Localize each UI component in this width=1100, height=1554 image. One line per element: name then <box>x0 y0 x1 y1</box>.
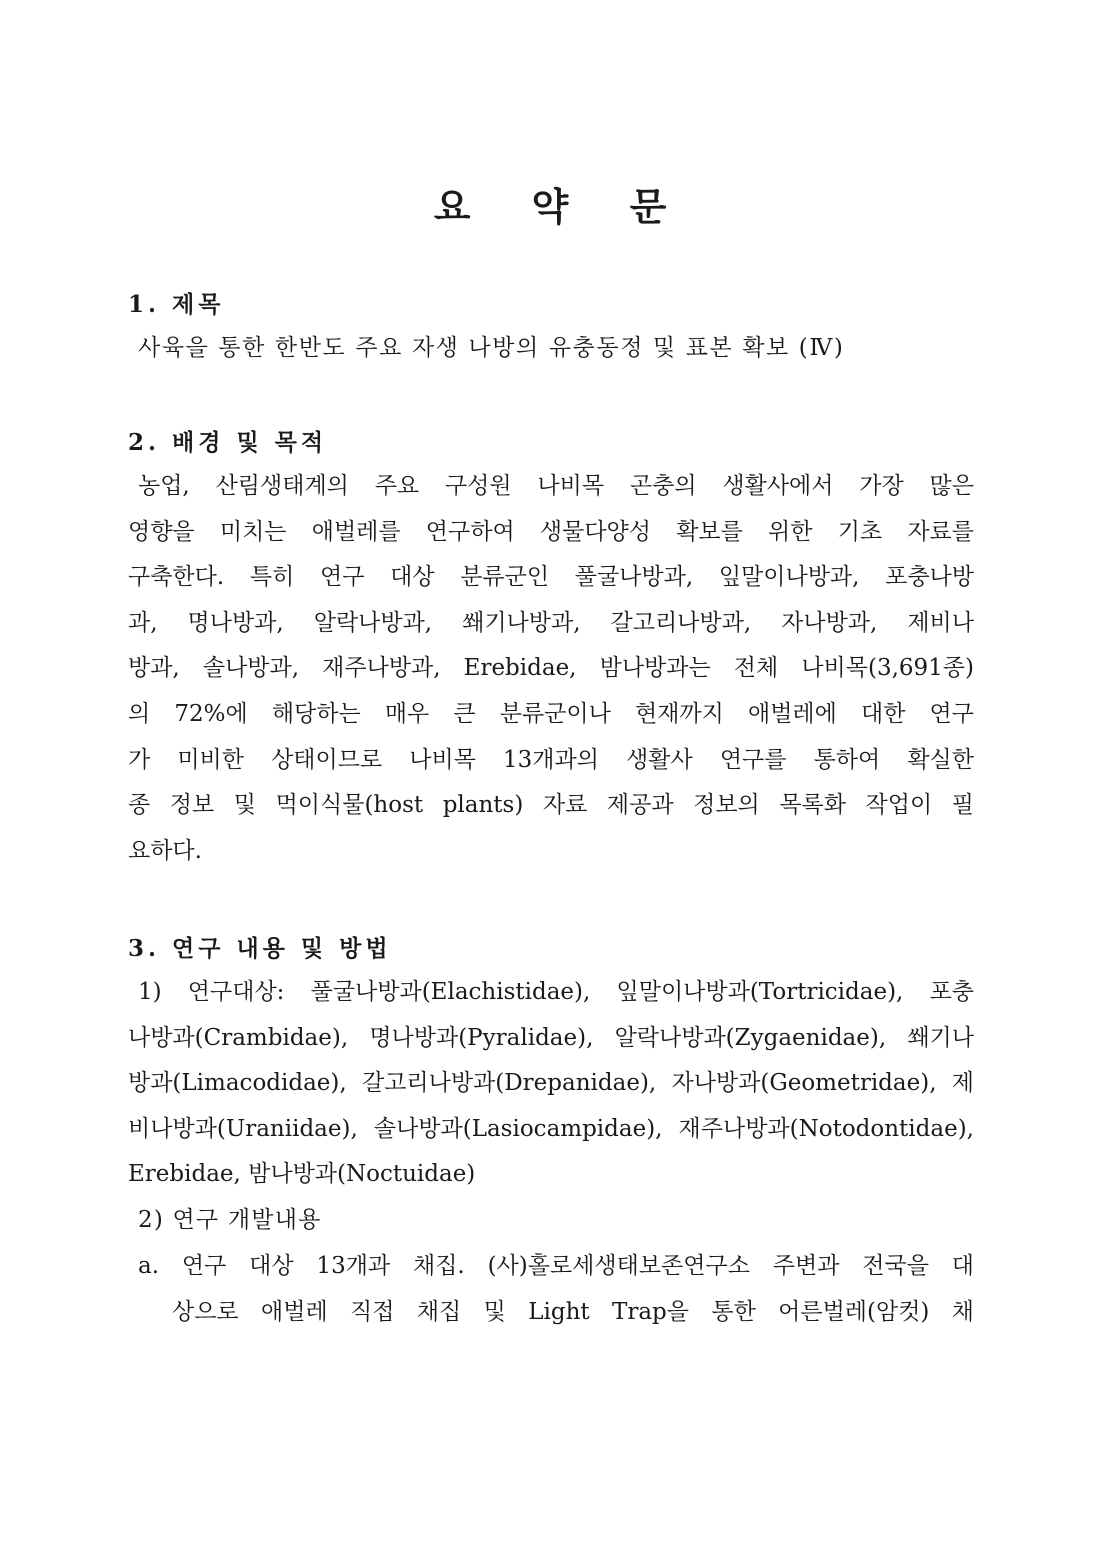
paragraph-line: 비나방과(Uraniidae), 솔나방과(Lasiocampidae), 재주나방과(Notodontidae), <box>128 1115 974 1142</box>
paragraph-line: 영향을 미치는 애벌레를 연구하여 생물다양성 확보를 위한 기초 자료를 <box>128 518 974 545</box>
paragraph-line: 나방과(Crambidae), 명나방과(Pyralidae), 알락나방과(Zygaenidae), 쐐기나 <box>128 1024 974 1051</box>
section-methods-item-a-cont <box>172 1290 974 1336</box>
paragraph-line: 종 정보 및 먹이식물(host plants) 자료 제공과 정보의 목록화 작업이 필 <box>128 792 974 819</box>
paragraph-line: 상으로 애벌레 직접 채집 및 Light Trap을 통한 어른벌레(암컷) 채 <box>172 1299 974 1325</box>
paragraph-line: 방과, 솔나방과, 재주나방과, Erebidae, 밤나방과는 전체 나비목(3,691종) <box>128 655 974 682</box>
section-background-body <box>128 464 974 874</box>
paragraph-line: a. 연구 대상 13개과 채집. (사)홀로세생태보존연구소 주변과 전국을 대 <box>138 1253 974 1279</box>
paragraph-line: 1) 연구대상: 풀굴나방과(Elachistidae), 잎말이나방과(Tortricidae), 포충 <box>138 979 974 1005</box>
paragraph-line: 요하다. <box>128 837 202 864</box>
section-title-body <box>128 326 984 372</box>
section-heading-title: 1. 제목 <box>128 291 225 318</box>
paragraph-line: 구축한다. 특히 연구 대상 분류군인 풀굴나방과, 잎말이나방과, 포충나방 <box>128 564 974 591</box>
paragraph-line: 가 미비한 상태이므로 나비목 13개과의 생활사 연구를 통하여 확실한 <box>128 746 974 773</box>
section-methods-item-a <box>138 1244 974 1290</box>
document-title: 요 약 문 <box>433 184 691 229</box>
paragraph-line: 과, 명나방과, 알락나방과, 쐐기나방과, 갈고리나방과, 자나방과, 제비나 <box>128 609 974 636</box>
paragraph-line: Erebidae, 밤나방과(Noctuidae) <box>128 1161 476 1188</box>
paragraph-line: 사육을 통한 한반도 주요 자생 나방의 유충동정 및 표본 확보 (Ⅳ) <box>138 335 845 361</box>
paragraph-line: 농업, 산림생태계의 주요 구성원 나비목 곤충의 생활사에서 가장 많은 <box>138 473 974 499</box>
section-heading-background: 2. 배경 및 목적 <box>128 429 328 456</box>
section-heading-methods: 3. 연구 내용 및 방법 <box>128 935 392 962</box>
paragraph-line: 의 72%에 해당하는 매우 큰 분류군이나 현재까지 애벌레에 대한 연구 <box>128 700 974 727</box>
section-methods-item2 <box>138 1198 974 1244</box>
paragraph-line: 방과(Limacodidae), 갈고리나방과(Drepanidae), 자나방과(Geometridae), 제 <box>128 1070 974 1097</box>
section-methods-item1 <box>128 970 974 1198</box>
paragraph-line: 2) 연구 개발내용 <box>138 1207 322 1233</box>
